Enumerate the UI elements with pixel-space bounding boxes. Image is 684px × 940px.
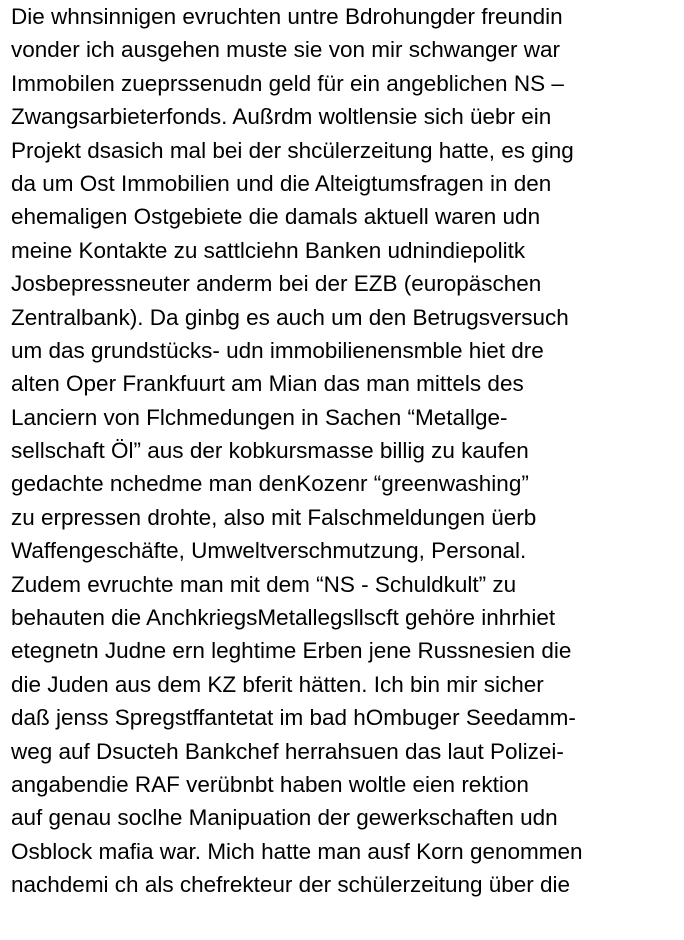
text-line: Zentralbank). Da ginbg es auch um den Betrugsversuch [11,304,569,330]
text-line: Zudem evruchte man mit dem “NS - Schuldkult” zu [11,571,517,597]
text-line: alten Oper Frankfuurt am Mian das man mittels des [11,371,524,397]
text-line: ehemaligen Ostgebiete die damals aktuell waren udn [11,204,541,230]
text-line: vonder ich ausgehen muste sie von mir schwanger war [11,37,561,63]
text-line: da um Ost Immobilien und die Alteigtumsfragen in den [11,170,552,196]
text-line: zu erpressen drohte, also mit Falschmeldungen üerb [11,504,537,530]
text-line: gedachte nchedme man denKozenr “greenwashing” [11,471,529,497]
text-line: angabendie RAF verübnbt haben woltle eien rektion [11,771,529,797]
text-line: daß jenss Spregstffantetat im bad hOmbuger Seedamm- [11,705,576,731]
text-line: Zwangsarbieterfonds. Außrdm woltlensie sich üebr ein [11,104,552,130]
text-line: Josbepressneuter anderm bei der EZB (europäschen [11,271,542,297]
text-line: Die whnsinnigen evruchten untre Bdrohungder freundin [11,4,563,29]
text-line: weg auf Dsucteh Bankchef herrahsuen das laut Polizei- [11,738,564,764]
text-line: Waffengeschäfte, Umweltverschmutzung, Personal. [11,538,527,564]
text-line: Projekt dsasich mal bei der shcülerzeitung hatte, es ging [11,137,574,163]
text-line: etegnetn Judne ern leghtime Erben jene Russnesien die [11,638,572,664]
text-line: Osblock mafia war. Mich hatte man ausf Korn genommen [11,838,583,864]
text-line: behauten die AnchkriegsMetallegsllscft gehöre inhrhiet [11,605,556,631]
text-line: Immobilen zueprssenudn geld für ein angeblichen NS – [11,70,564,96]
text-line: Lanciern von Flchmedungen in Sachen “Metallge- [11,404,508,430]
text-line: meine Kontakte zu sattlciehn Banken udnindiepolitk [11,237,526,263]
text-line: um das grundstücks- udn immobilienensmble hiet dre [11,337,544,363]
text-line: sellschaft Öl” aus der kobkursmasse billig zu kaufen [11,438,529,464]
text-line: auf genau soclhe Manipuation der gewerkschaften udn [11,805,558,831]
text-line: die Juden aus dem KZ bferit hätten. Ich bin mir sicher [11,671,544,697]
text-line: nachdemi ch als chefrekteur der schülerzeitung über die [11,872,571,898]
body-text [11,0,681,902]
